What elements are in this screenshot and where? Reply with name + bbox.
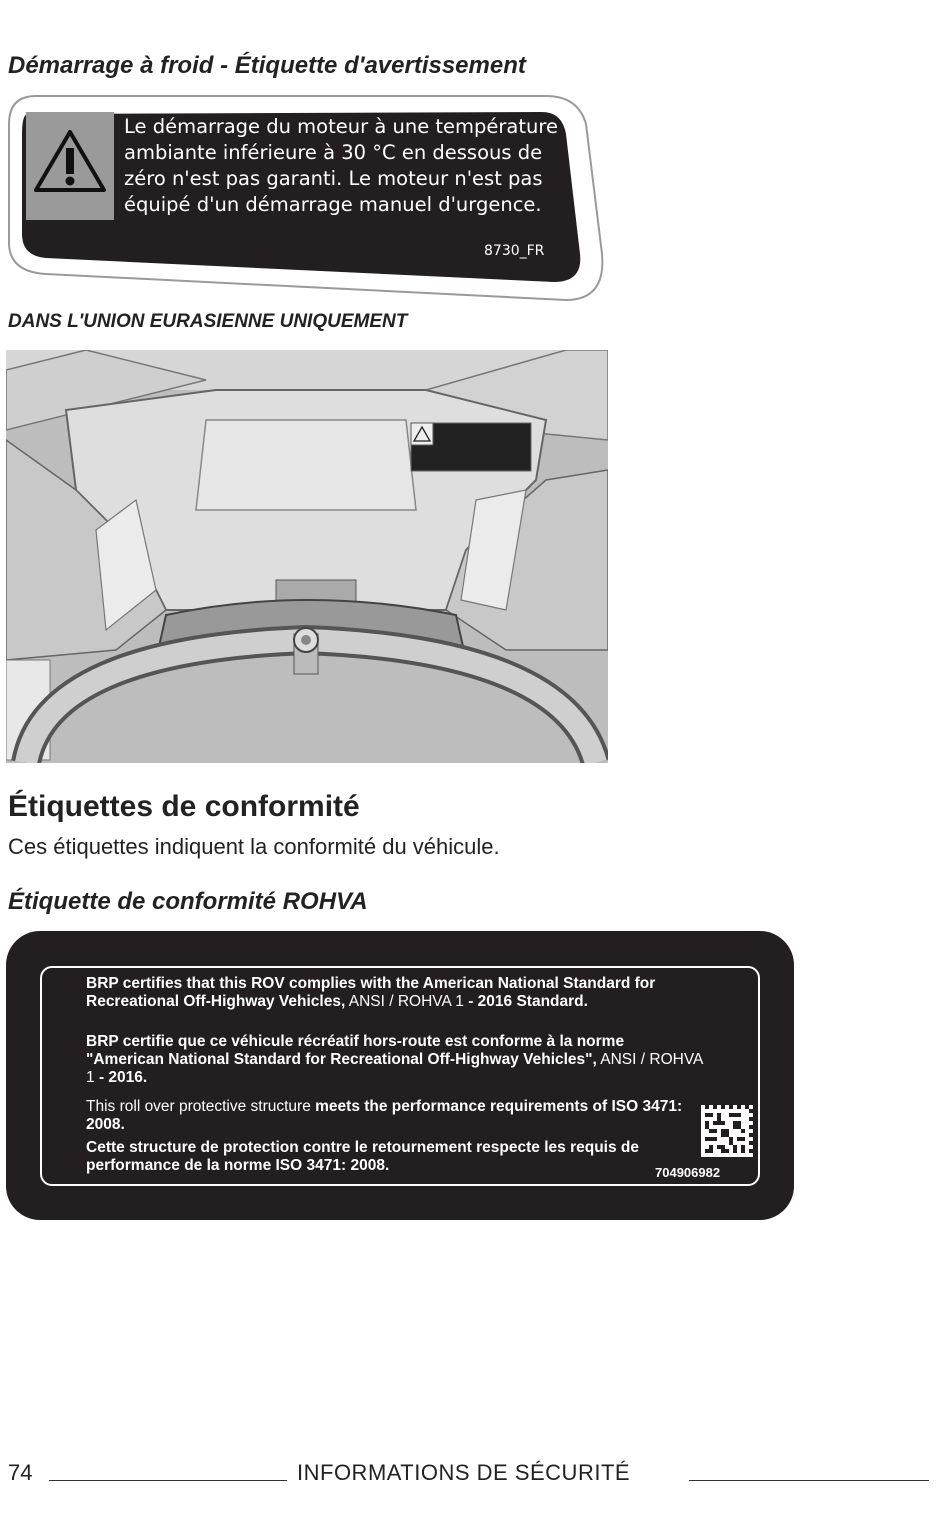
warning-label-code: 8730_FR (484, 243, 545, 259)
footer-rule-left (49, 1480, 287, 1481)
warning-line: Le démarrage du moteur à une température (124, 115, 558, 138)
warning-line: équipé d'un démarrage manuel d'urgence. (124, 193, 542, 216)
rohva-paragraph-en (86, 975, 706, 1011)
rops-paragraph-en (86, 1098, 706, 1134)
rohva-p1-bold: BRP certifies that this ROV complies with the American National Standard for Recreational Off-Highway Vehicles, (86, 975, 656, 1010)
footer-rule-right (689, 1480, 929, 1481)
rohva-p2-normal: ANSI / ROHVA 1 (86, 1051, 703, 1086)
rohva-label-code: 704906982 (655, 1165, 721, 1180)
rops-paragraph-fr (86, 1139, 706, 1175)
cold-start-heading: Démarrage à froid - Étiquette d'avertissement (8, 52, 526, 79)
rohva-heading: Étiquette de conformité ROHVA (8, 888, 368, 915)
eurasia-note: DANS L'UNION EURASIENNE UNIQUEMENT (8, 311, 408, 332)
page-number: 74 (8, 1460, 33, 1485)
rohva-p1-normal: ANSI / ROHVA 1 (345, 993, 469, 1010)
rohva-p3-normal: This roll over protective structure (86, 1098, 316, 1115)
rohva-paragraph-fr (86, 1033, 706, 1087)
section-description: Ces étiquettes indiquent la conformité du véhicule. (8, 834, 500, 859)
footer-title: INFORMATIONS DE SÉCURITÉ (297, 1460, 631, 1485)
dashboard-illustration (6, 350, 608, 763)
warning-line: ambiante inférieure à 30 °C en dessous de (124, 141, 543, 164)
warning-line: zéro n'est pas garanti. Le moteur n'est pas (124, 167, 543, 190)
datamatrix-code-icon (697, 1105, 753, 1161)
rohva-p1-end: - 2016 Standard. (468, 993, 588, 1010)
rohva-p3-bold: meets the performance requirements of ISO 3471: 2008. (86, 1098, 683, 1133)
section-title: Étiquettes de conformité (8, 790, 360, 823)
rohva-p4-bold: Cette structure de protection contre le retournement respecte les requis de performance de la norme ISO 3471: 2008. (86, 1139, 639, 1174)
rohva-p2-bold: BRP certifie que ce véhicule récréatif hors-route est conforme à la norme "American National Standard for Recreational Off-Highway Vehicles", (86, 1033, 625, 1068)
warning-label-text (124, 114, 564, 218)
rohva-p2-end: - 2016. (98, 1069, 148, 1086)
